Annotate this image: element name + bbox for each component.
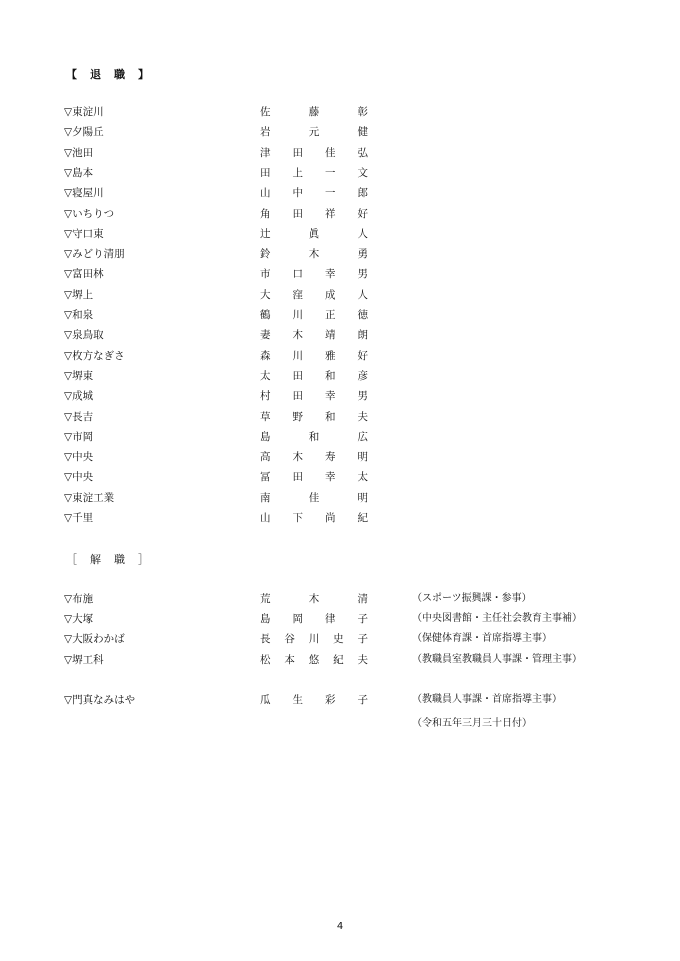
name-char: 田 bbox=[292, 207, 303, 220]
person-name bbox=[260, 470, 368, 484]
name-char: 一 bbox=[325, 187, 336, 200]
person-name bbox=[260, 105, 368, 119]
person-name bbox=[260, 207, 368, 221]
name-char: 尚 bbox=[325, 512, 336, 524]
list-item bbox=[0, 450, 680, 464]
school-name: ▽みどり清朋 bbox=[64, 248, 125, 261]
name-char: 辻 bbox=[260, 227, 271, 240]
name-char: 郎 bbox=[357, 187, 368, 200]
school-name: ▽寝屋川 bbox=[64, 187, 104, 200]
school-name: ▽大塚 bbox=[64, 613, 94, 625]
school-name: ▽東淀川 bbox=[64, 106, 104, 118]
school-name: ▽堺東 bbox=[64, 369, 94, 382]
name-char: 靖 bbox=[325, 329, 336, 342]
school-name: ▽守口東 bbox=[64, 227, 104, 240]
name-char: 紀 bbox=[333, 654, 344, 666]
person-name bbox=[260, 186, 368, 200]
name-char: 田 bbox=[292, 390, 303, 403]
name-char: 木 bbox=[308, 593, 320, 605]
new-post-note: （スポーツ振興課・参事） bbox=[412, 593, 532, 604]
name-char: 岩 bbox=[260, 126, 271, 139]
school-name: ▽島本 bbox=[64, 166, 94, 179]
list-item bbox=[0, 349, 680, 363]
name-char: 和 bbox=[308, 430, 320, 443]
name-char: 川 bbox=[292, 309, 303, 321]
school-name: ▽和泉 bbox=[64, 309, 94, 321]
list-item bbox=[0, 369, 680, 383]
name-char: 生 bbox=[292, 694, 303, 706]
school-name: ▽いちりつ bbox=[64, 207, 115, 220]
person-name bbox=[260, 491, 368, 505]
school-name: ▽門真なみはや bbox=[64, 694, 136, 706]
name-char: 和 bbox=[325, 369, 336, 382]
name-char: 子 bbox=[357, 633, 368, 645]
name-char: 川 bbox=[308, 633, 320, 645]
person-name bbox=[260, 125, 368, 139]
name-char: 市 bbox=[260, 268, 271, 281]
name-char: 田 bbox=[292, 471, 303, 484]
name-char: 紀 bbox=[357, 512, 368, 524]
list-item bbox=[0, 592, 680, 606]
name-char: 下 bbox=[292, 512, 303, 524]
school-name: ▽布施 bbox=[64, 593, 94, 605]
school-name: ▽東淀工業 bbox=[64, 491, 115, 504]
school-name: ▽千里 bbox=[64, 512, 94, 524]
name-char: 太 bbox=[357, 471, 368, 484]
list-item bbox=[0, 653, 680, 667]
new-post-note: （保健体育課・首席指導主事） bbox=[412, 633, 552, 644]
name-char: 岡 bbox=[292, 613, 303, 625]
name-char: 広 bbox=[357, 430, 368, 443]
person-name bbox=[260, 511, 368, 525]
name-char: 男 bbox=[357, 268, 368, 281]
page-number: 4 bbox=[336, 921, 344, 932]
school-name: ▽大阪わかば bbox=[64, 633, 125, 645]
name-char: 角 bbox=[260, 207, 271, 220]
name-char: 徳 bbox=[357, 309, 368, 321]
name-char: 冨 bbox=[260, 471, 271, 484]
name-char: 清 bbox=[357, 593, 368, 605]
name-char: 幸 bbox=[325, 390, 336, 403]
school-name: ▽堺上 bbox=[64, 288, 94, 301]
name-char: 夫 bbox=[357, 410, 368, 423]
name-char: 正 bbox=[325, 309, 336, 321]
person-name bbox=[260, 166, 368, 180]
school-name: ▽池田 bbox=[64, 146, 94, 159]
name-char: 朗 bbox=[357, 329, 368, 342]
person-name bbox=[260, 369, 368, 383]
name-char: 川 bbox=[292, 349, 303, 362]
name-char: 文 bbox=[357, 166, 368, 179]
new-post-note: （教職員人事課・首席指導主事） bbox=[412, 694, 562, 705]
name-char: 夫 bbox=[357, 654, 368, 666]
school-name: ▽枚方なぎさ bbox=[64, 349, 125, 362]
name-char: 幸 bbox=[325, 268, 336, 281]
name-char: 島 bbox=[260, 613, 271, 625]
school-name: ▽成城 bbox=[64, 390, 94, 403]
person-name bbox=[260, 592, 368, 606]
name-char: 佳 bbox=[308, 491, 320, 504]
list-item bbox=[0, 267, 680, 281]
name-char: 妻 bbox=[260, 329, 271, 342]
school-name: ▽長吉 bbox=[64, 410, 94, 423]
name-char: 鶴 bbox=[260, 309, 271, 321]
name-char: 藤 bbox=[308, 106, 320, 118]
name-char: 明 bbox=[357, 451, 368, 464]
list-item bbox=[0, 288, 680, 302]
name-char: 人 bbox=[357, 288, 368, 301]
name-char: 高 bbox=[260, 451, 271, 464]
name-char: 彰 bbox=[357, 106, 368, 118]
name-char: 木 bbox=[292, 329, 303, 342]
name-char: 野 bbox=[292, 410, 303, 423]
name-char: 史 bbox=[333, 633, 344, 645]
person-name bbox=[260, 389, 368, 403]
date-note: （令和五年三月三十日付） bbox=[412, 718, 532, 729]
school-name: ▽泉鳥取 bbox=[64, 329, 104, 342]
name-char: 瓜 bbox=[260, 694, 271, 706]
school-name: ▽富田林 bbox=[64, 268, 104, 281]
name-char: 寿 bbox=[325, 451, 336, 464]
name-char: 上 bbox=[292, 166, 303, 179]
list-item bbox=[0, 612, 680, 626]
name-char: 松 bbox=[260, 654, 271, 666]
name-char: 田 bbox=[260, 166, 271, 179]
list-item bbox=[0, 105, 680, 119]
name-char: 窪 bbox=[292, 288, 303, 301]
school-name: ▽中央 bbox=[64, 471, 94, 484]
name-char: 木 bbox=[308, 248, 320, 261]
name-char: 彦 bbox=[357, 369, 368, 382]
list-item bbox=[0, 410, 680, 424]
school-name: ▽市岡 bbox=[64, 430, 94, 443]
person-name bbox=[260, 288, 368, 302]
name-char: 幸 bbox=[325, 471, 336, 484]
name-char: 口 bbox=[292, 268, 303, 281]
name-char: 大 bbox=[260, 288, 271, 301]
list-item bbox=[0, 693, 680, 707]
person-name bbox=[260, 267, 368, 281]
list-item bbox=[0, 247, 680, 261]
name-char: 佳 bbox=[325, 146, 336, 159]
name-char: 木 bbox=[292, 451, 303, 464]
person-name bbox=[260, 308, 368, 322]
person-name bbox=[260, 227, 368, 241]
name-char: 鈴 bbox=[260, 248, 271, 261]
list-item bbox=[0, 227, 680, 241]
school-name: ▽中央 bbox=[64, 451, 94, 464]
name-char: 勇 bbox=[357, 248, 368, 261]
person-name bbox=[260, 653, 368, 667]
name-char: 男 bbox=[357, 390, 368, 403]
name-char: 子 bbox=[357, 613, 368, 625]
name-char: 好 bbox=[357, 207, 368, 220]
list-item bbox=[0, 125, 680, 139]
list-item bbox=[0, 632, 680, 646]
name-char: 和 bbox=[325, 410, 336, 423]
name-char: 健 bbox=[357, 126, 368, 139]
list-item bbox=[0, 430, 680, 444]
person-name bbox=[260, 430, 368, 444]
name-char: 村 bbox=[260, 390, 271, 403]
name-char: 山 bbox=[260, 512, 271, 524]
name-char: 律 bbox=[325, 613, 336, 625]
name-char: 成 bbox=[325, 288, 336, 301]
list-item bbox=[0, 146, 680, 160]
list-item bbox=[0, 511, 680, 525]
person-name bbox=[260, 612, 368, 626]
person-name bbox=[260, 632, 368, 646]
name-char: 田 bbox=[292, 369, 303, 382]
person-name bbox=[260, 247, 368, 261]
person-name bbox=[260, 146, 368, 160]
name-char: 山 bbox=[260, 187, 271, 200]
name-char: 人 bbox=[357, 227, 368, 240]
name-char: 中 bbox=[292, 187, 303, 200]
new-post-note: （中央図書館・主任社会教育主事補） bbox=[412, 613, 582, 624]
list-item bbox=[0, 470, 680, 484]
name-char: 元 bbox=[308, 126, 320, 139]
person-name bbox=[260, 693, 368, 707]
name-char: 津 bbox=[260, 146, 271, 159]
name-char: 雅 bbox=[325, 349, 336, 362]
name-char: 子 bbox=[357, 694, 368, 706]
name-char: 荒 bbox=[260, 593, 271, 605]
name-char: 好 bbox=[357, 349, 368, 362]
list-item bbox=[0, 308, 680, 322]
person-name bbox=[260, 410, 368, 424]
name-char: 祥 bbox=[325, 207, 336, 220]
name-char: 草 bbox=[260, 410, 271, 423]
new-post-note: （教職員室教職員人事課・管理主事） bbox=[412, 654, 582, 665]
name-char: 眞 bbox=[308, 227, 320, 240]
list-item bbox=[0, 491, 680, 505]
name-char: 長 bbox=[260, 633, 271, 645]
name-char: 弘 bbox=[357, 146, 368, 159]
list-item bbox=[0, 207, 680, 221]
name-char: 彩 bbox=[325, 694, 336, 706]
name-char: 太 bbox=[260, 369, 271, 382]
name-char: 佐 bbox=[260, 106, 271, 118]
name-char: 本 bbox=[284, 654, 295, 666]
person-name bbox=[260, 328, 368, 342]
list-item bbox=[0, 328, 680, 342]
school-name: ▽夕陽丘 bbox=[64, 126, 104, 139]
list-item bbox=[0, 186, 680, 200]
name-char: 明 bbox=[357, 491, 368, 504]
name-char: 悠 bbox=[308, 654, 320, 666]
name-char: 島 bbox=[260, 430, 271, 443]
person-name bbox=[260, 349, 368, 363]
name-char: 一 bbox=[325, 166, 336, 179]
name-char: 森 bbox=[260, 349, 271, 362]
list-item bbox=[0, 389, 680, 403]
name-char: 田 bbox=[292, 146, 303, 159]
retire-heading: 【 退 職 】 bbox=[66, 68, 150, 81]
school-name: ▽堺工科 bbox=[64, 654, 104, 666]
name-char: 谷 bbox=[284, 633, 295, 645]
dismiss-heading: ［ 解 職 ］ bbox=[66, 553, 150, 566]
name-char: 南 bbox=[260, 491, 271, 504]
list-item bbox=[0, 166, 680, 180]
person-name bbox=[260, 450, 368, 464]
